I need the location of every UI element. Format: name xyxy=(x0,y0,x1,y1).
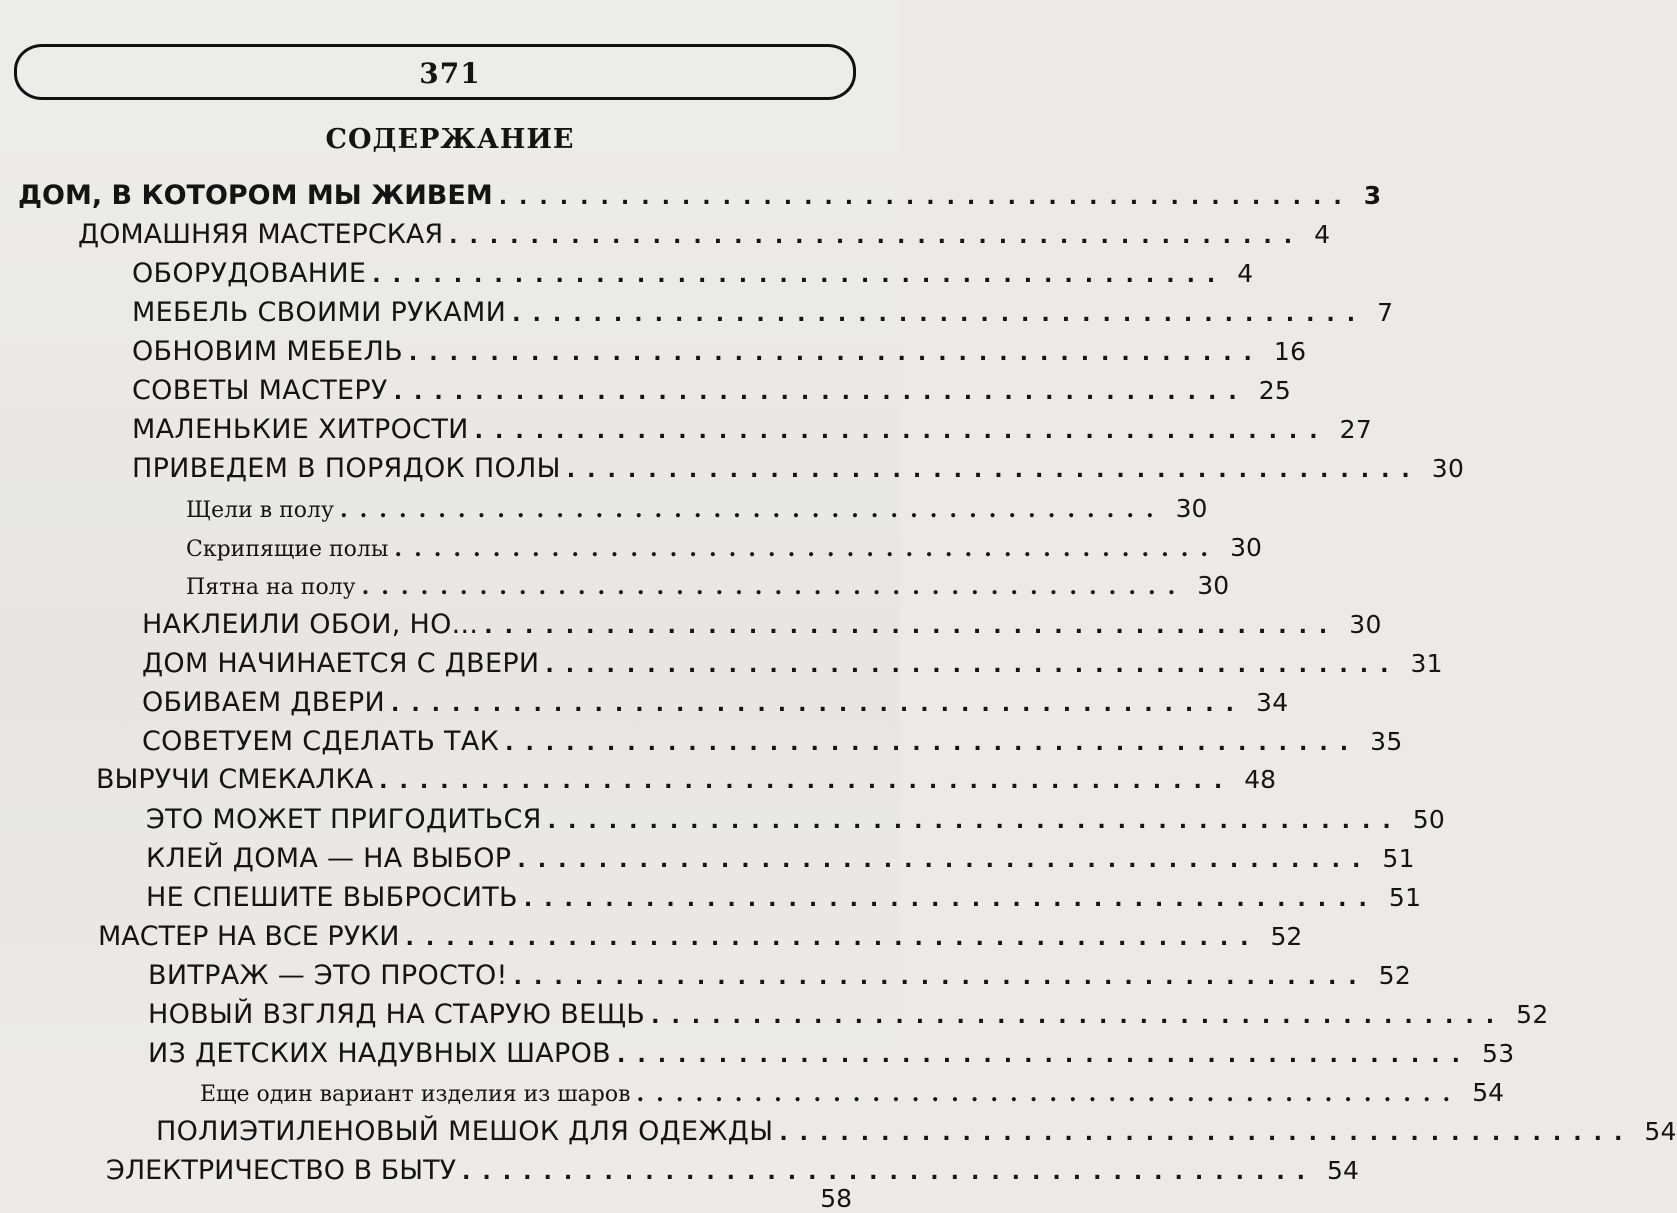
toc-leader-dots: .......................................... xyxy=(474,419,1330,444)
toc-entry-page: 30 xyxy=(1230,533,1262,562)
toc-entry-title: КЛЕЙ ДОМА — НА ВЫБОР xyxy=(146,843,512,874)
toc-entry-title: НЕ СПЕШИТЕ ВЫБРОСИТЬ xyxy=(146,882,518,913)
toc-entry-title: ВЫРУЧИ СМЕКАЛКА xyxy=(96,764,374,795)
toc-leader-dots: .......................................... xyxy=(636,1081,1463,1107)
toc-entry-title: МАЛЕНЬКИЕ ХИТРОСТИ xyxy=(132,414,469,445)
toc-entry xyxy=(146,843,1415,883)
toc-entry xyxy=(148,960,1412,1000)
toc-leader-dots: .......................................... xyxy=(545,653,1401,678)
toc-entry xyxy=(200,1078,1505,1118)
toc-leader-dots: .......................................... xyxy=(449,224,1305,249)
toc-entry xyxy=(142,687,1289,727)
toc-entry xyxy=(106,1184,852,1213)
toc-entry xyxy=(18,180,1382,220)
toc-leader-dots: .......................................... xyxy=(513,965,1369,990)
toc-entry-title: ОБНОВИМ МЕБЕЛЬ xyxy=(132,336,403,367)
toc-leader-dots: .......................................... xyxy=(512,302,1368,327)
toc-leader-dots: .......................................... xyxy=(394,536,1221,562)
toc-entry xyxy=(142,648,1443,688)
toc-entry-title: ВИТРАЖ — ЭТО ПРОСТО! xyxy=(148,960,508,991)
toc-entry-title: ПОЛИЭТИЛЕНОВЫЙ МЕШОК ДЛЯ ОДЕЖДЫ xyxy=(156,1116,774,1147)
toc-leader-dots: .......................................... xyxy=(390,692,1246,717)
toc-entry xyxy=(96,764,1276,804)
toc-entry xyxy=(186,571,1230,611)
toc-title: СОДЕРЖАНИЕ xyxy=(325,124,575,155)
toc-entry-title: НОВЫЙ ВЗГЛЯД НА СТАРУЮ ВЕЩЬ xyxy=(148,999,646,1030)
toc-entry xyxy=(146,804,1446,844)
toc-entry-title: ЭТО МОЖЕТ ПРИГОДИТЬСЯ xyxy=(146,804,542,835)
toc-leader-dots: .......................................... xyxy=(523,887,1379,912)
toc-leader-dots: .......................................... xyxy=(547,809,1403,834)
toc-entry-page: 16 xyxy=(1273,337,1307,366)
toc-entry-title: ЭЛЕКТРИЧЕСТВО В БЫТУ xyxy=(106,1155,457,1186)
toc-entry-page: 48 xyxy=(1244,765,1276,794)
toc-leader-dots: .......................................... xyxy=(484,614,1340,639)
toc-entry-title: МАСТЕР НА ВСЕ РУКИ xyxy=(98,921,400,952)
toc-leader-dots: .......................................... xyxy=(505,731,1361,756)
toc-entry xyxy=(148,999,1549,1039)
toc-entry-title: МЕБЕЛЬ СВОИМИ РУКАМИ xyxy=(132,297,507,328)
toc-entry-title: СОВЕТУЕМ СДЕЛАТЬ ТАК xyxy=(142,726,500,757)
toc-entry xyxy=(78,219,1331,259)
toc-entry-page: 52 xyxy=(1378,961,1412,990)
toc-entry-page: 53 xyxy=(1482,1039,1515,1068)
toc-entry xyxy=(142,726,1403,766)
toc-leader-dots: .......................................... xyxy=(361,574,1188,600)
toc-entry-title: ИЗ ДЕТСКИХ НАДУВНЫХ ШАРОВ xyxy=(148,1038,611,1069)
toc-leader-dots: .......................................... xyxy=(405,926,1261,951)
toc-entry-title: ПРИВЕДЕМ В ПОРЯДОК ПОЛЫ xyxy=(132,453,561,484)
toc-entry-page: 30 xyxy=(1349,610,1382,639)
toc-leader-dots: .......................................... xyxy=(462,1160,1318,1185)
toc-entry xyxy=(142,609,1382,649)
toc-entry xyxy=(186,533,1262,573)
toc-entry xyxy=(146,882,1422,922)
toc-entry xyxy=(132,297,1394,337)
toc-entry-title: Скрипящие полы xyxy=(186,537,389,562)
toc-leader-dots: .......................................... xyxy=(779,1121,1635,1146)
toc-entry-title: ДОМАШНЯЯ МАСТЕРСКАЯ xyxy=(78,219,444,250)
toc-entry-title: СОВЕТЫ МАСТЕРУ xyxy=(132,375,388,406)
toc-entry xyxy=(186,494,1208,534)
toc-entry-page: 34 xyxy=(1255,688,1289,717)
toc-entry-page: 54 xyxy=(1472,1078,1505,1107)
toc-entry-page: 58 xyxy=(820,1184,852,1213)
toc-leader-dots: .......................................... xyxy=(372,263,1228,288)
toc-entry-page: 27 xyxy=(1339,415,1373,444)
toc-leader-dots: .......................................... xyxy=(393,380,1249,405)
toc-leader-dots: .......................................... xyxy=(566,458,1422,483)
toc-leader-dots: .......................................... xyxy=(517,848,1373,873)
toc-entry-page: 51 xyxy=(1388,883,1422,912)
toc-entry-page: 52 xyxy=(1516,1000,1549,1029)
toc-entry xyxy=(132,414,1373,454)
toc-entry-title: НАКЛЕИЛИ ОБОИ, НО... xyxy=(142,609,479,640)
toc-entry-page: 30 xyxy=(1197,571,1230,600)
toc-entry-title: Еще один вариант изделия из шаров xyxy=(200,1082,631,1107)
toc-entry xyxy=(98,921,1303,961)
toc-entry-page: 50 xyxy=(1412,805,1446,834)
toc-entry-page: 30 xyxy=(1431,454,1465,483)
toc-leader-dots: .......................................... xyxy=(379,769,1235,794)
page-number: 371 xyxy=(419,57,481,90)
toc-entry xyxy=(148,1038,1515,1078)
toc-entry-title: ДОМ, В КОТОРОМ МЫ ЖИВЕМ xyxy=(18,180,493,211)
toc-entry-page: 52 xyxy=(1270,922,1303,951)
toc-entry-page: 31 xyxy=(1410,649,1443,678)
toc-entry-page: 25 xyxy=(1258,376,1292,405)
toc-entry-title: Пятна на полу xyxy=(186,575,356,600)
toc-leader-dots: .......................................... xyxy=(339,497,1166,523)
toc-entry-page: 35 xyxy=(1370,727,1403,756)
toc-entry-title: ДОМ НАЧИНАЕТСЯ С ДВЕРИ xyxy=(142,648,540,679)
toc-entry-title: ОБИВАЕМ ДВЕРИ xyxy=(142,687,385,718)
toc-entry xyxy=(132,336,1307,376)
toc-entry-page: 7 xyxy=(1377,298,1394,327)
toc-entry-page: 54 xyxy=(1327,1156,1359,1185)
toc-entry xyxy=(156,1116,1677,1156)
toc-entry-page: 30 xyxy=(1175,494,1208,523)
toc-entry-page: 54 xyxy=(1644,1117,1677,1146)
toc-leader-dots: .......................................... xyxy=(616,1043,1472,1068)
toc-leader-dots: .......................................... xyxy=(498,185,1354,210)
toc-entry-page: 4 xyxy=(1237,259,1254,288)
toc-entry-page: 4 xyxy=(1314,220,1331,249)
toc-entry xyxy=(132,258,1254,298)
toc-entry-page: 3 xyxy=(1363,181,1382,210)
toc-entry-title: Щели в полу xyxy=(186,498,334,523)
toc-entry-page: 51 xyxy=(1382,844,1415,873)
toc-entry xyxy=(132,375,1292,415)
toc-entry-title: ОБОРУДОВАНИЕ xyxy=(132,258,367,289)
toc-leader-dots: .......................................... xyxy=(408,341,1264,366)
toc-entry xyxy=(132,453,1465,493)
toc-leader-dots: .......................................... xyxy=(651,1004,1507,1029)
